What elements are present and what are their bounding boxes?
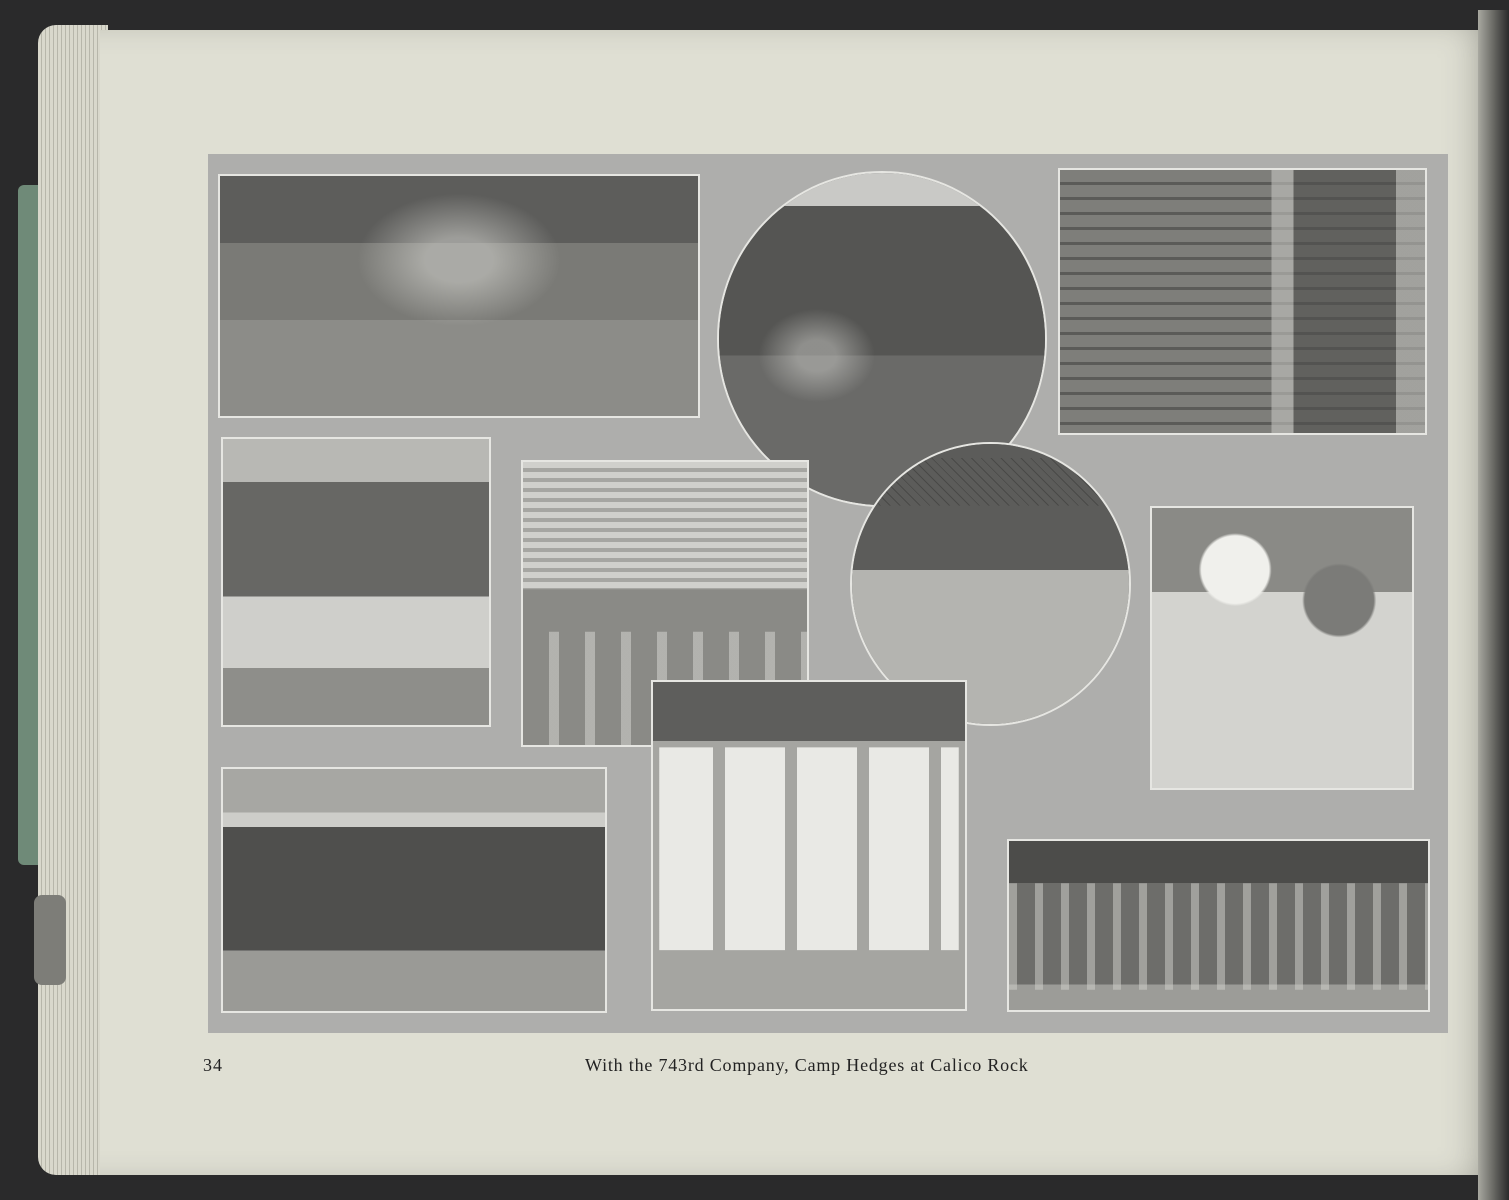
binder-clip <box>34 895 66 985</box>
book-spine <box>1478 10 1509 1200</box>
company-group-photo <box>1007 839 1430 1012</box>
page-edges <box>38 25 108 1175</box>
four-cooks-aprons-photo <box>651 680 967 1011</box>
three-men-drinking-photo <box>221 437 491 727</box>
page-number: 34 <box>203 1055 223 1075</box>
oxen-yoke-photo <box>221 767 607 1013</box>
cooks-laughing-photo <box>1150 506 1414 790</box>
log-cabin-hunters-photo <box>1058 168 1427 435</box>
page-caption: With the 743rd Company, Camp Hedges at Calico Rock <box>585 1055 1029 1075</box>
barracks-interior-photo <box>218 174 700 418</box>
